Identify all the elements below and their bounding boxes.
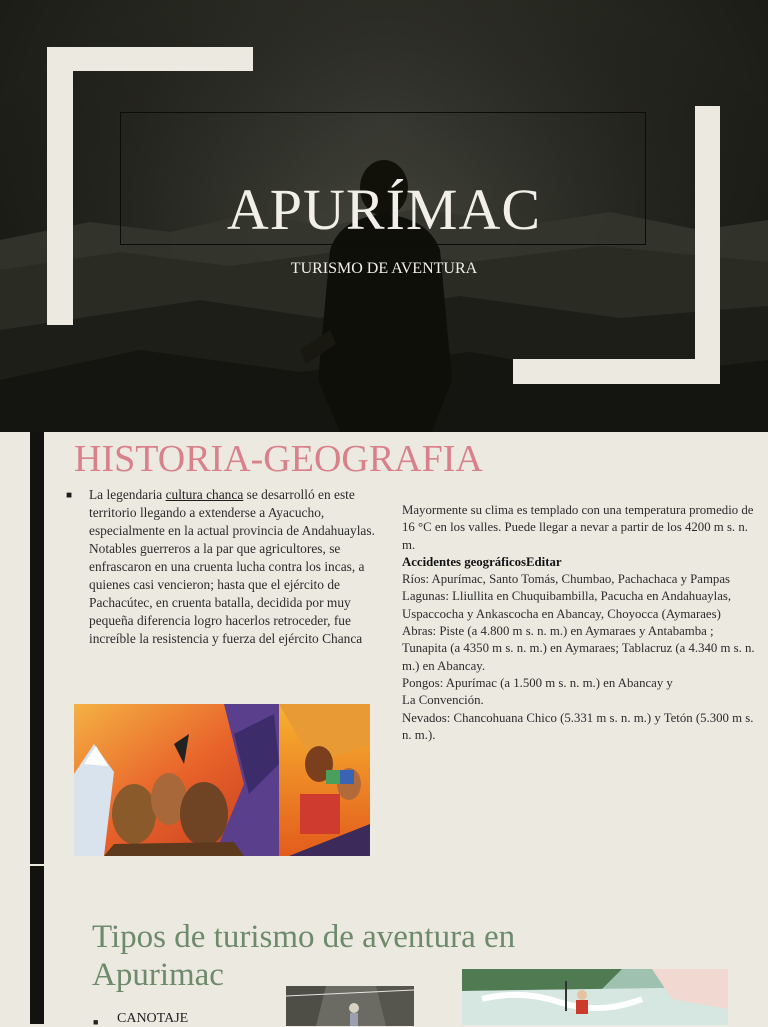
nevados-line: Nevados: Chancohuana Chico (5.331 m s. n. m.) y Tetón (5.300 m s. n. m.).	[402, 710, 754, 742]
rafting-photo	[462, 969, 728, 1025]
frame-top-left-horizontal	[47, 47, 253, 71]
title-slide	[0, 0, 768, 432]
side-accent-bar	[30, 432, 44, 864]
cultura-chanca-link[interactable]: cultura chanca	[165, 487, 244, 502]
page-subtitle: TURISMO DE AVENTURA	[290, 260, 478, 277]
pongos-line-2: La Convención.	[402, 693, 484, 708]
page-title: APURÍMAC	[226, 177, 542, 242]
tipos-turismo-slide	[0, 866, 768, 1027]
lakes-line: Lagunas: Lliullita en Chuquibambilla, Pacucha en Andahuaylas, Uspaccocha y Ankascocha en Abancay, Choyocca (Aymaraes)	[402, 589, 732, 621]
tipos-heading: Tipos de turismo de aventura en Apurimac	[92, 919, 516, 993]
zipline-photo	[286, 986, 414, 1026]
bullet-square-icon: ■	[66, 490, 73, 501]
climate-paragraph: Mayormente su clima es templado con una temperatura promedio de 16 °C en los valles. Puede llegar a nevar a partir de los 4200 m s. n. m.	[402, 503, 754, 552]
history-text-rest: se desarrolló en este territorio llegando a extenderse a Ayacucho, especialmente en la actual provincia de Andahuaylas. Notables guerreros a la par que agricultores, se enfrascaron en una cruenta lucha contra los incas, a quienes casi vencieron; hasta que el ejército de Pachacútec, en cruenta batalla, decidida por muy pequeña diferencia logro hacerlos retroceder, fue increíble la resistencia y fuerza del ejército Chanca	[89, 487, 375, 646]
pongos-line: Pongos: Apurímac (a 1.500 m s. n. m.) en Abancay y	[402, 675, 673, 690]
frame-bottom-right-vertical	[695, 106, 720, 384]
frame-bottom-right-horizontal	[513, 359, 720, 384]
side-accent-bar	[30, 866, 44, 1024]
bullet-square-icon: ■	[93, 1017, 99, 1027]
list-item-canotaje: CANOTAJE	[117, 1011, 189, 1026]
history-heading: HISTORIA-GEOGRAFIA	[74, 438, 483, 480]
geography-text	[402, 502, 758, 744]
history-geography-slide	[0, 432, 768, 866]
passes-line: Abras: Piste (a 4.800 m s. n. m.) en Aymaraes y Antabamba ; Tunapita (a 4350 m s. n. m.) en Aymaraes; Tablacruz (a 4.340 m s. n. m.) en Abancay.	[402, 624, 755, 673]
rivers-line: Ríos: Apurímac, Santo Tomás, Chumbao, Pachachaca y Pampas	[402, 572, 730, 587]
chanca-battle-painting	[74, 704, 370, 856]
geography-section-heading: Accidentes geográficosEditar	[402, 554, 562, 569]
history-text-start: La legendaria	[89, 487, 166, 502]
history-paragraph	[89, 486, 389, 648]
